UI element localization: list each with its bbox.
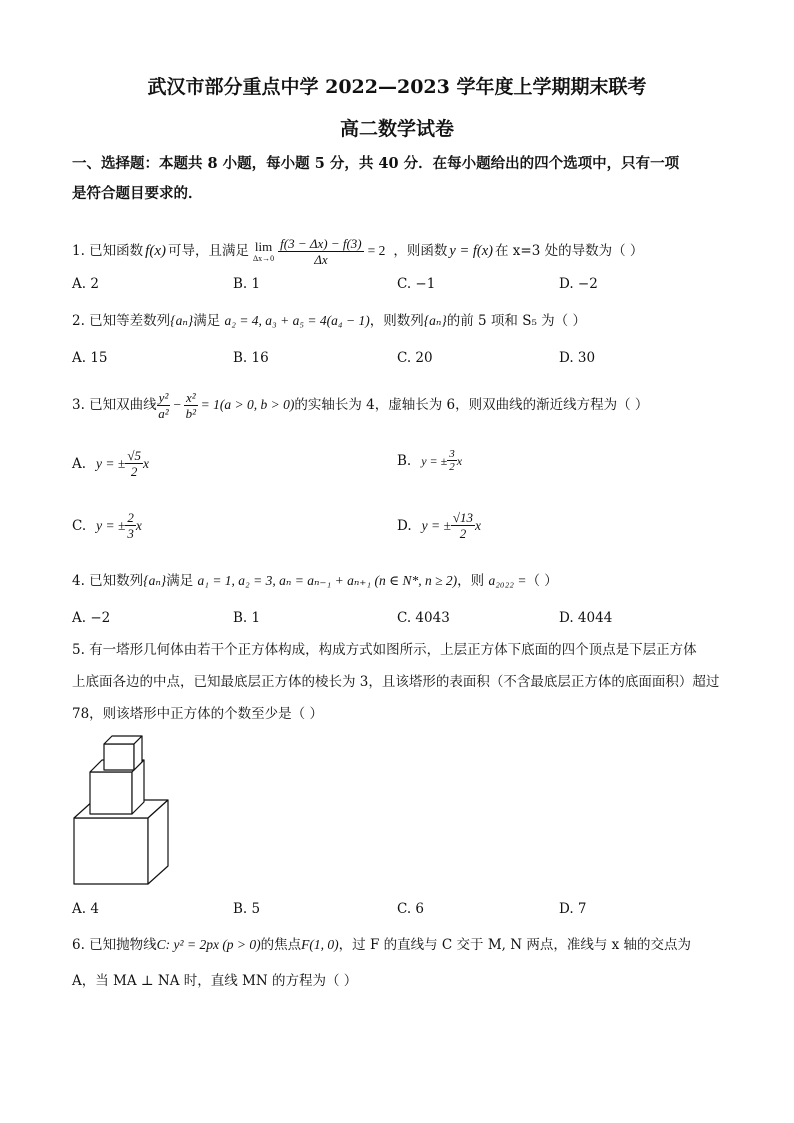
q5-option-a: A. 4 [72, 901, 99, 917]
q2-option-b: B. 16 [233, 350, 269, 366]
q5-option-d: D. 7 [559, 901, 587, 917]
q6-post: ，过 F 的直线与 C 交于 M, N 两点，准线与 x 轴的交点为 [338, 937, 692, 953]
q3-option-d [397, 510, 481, 541]
q3-option-a-num: √5 [127, 448, 141, 463]
question-5-line3: 78，则该塔形中正方体的个数至少是（ ） [72, 706, 323, 722]
q4-seq: {aₙ} [143, 573, 167, 588]
q3-option-c-frac [125, 510, 136, 541]
q3-option-a-label: A. [72, 455, 87, 472]
top-cube-front [104, 744, 134, 770]
q6-pre: 6. 已知抛物线 [72, 937, 157, 953]
q3-minus: − [173, 397, 181, 412]
q3-option-b-frac [447, 448, 457, 473]
exam-subtitle: 高二数学试卷 [339, 118, 454, 140]
q2-post: 的前 5 项和 S₅ 为（ ） [446, 313, 586, 329]
q1-limit [253, 240, 274, 263]
q4-post: （ ） [526, 573, 558, 589]
q4-option-d: D. 4044 [559, 610, 613, 626]
q3-option-a [72, 448, 149, 479]
q4-mid1: 满足 [166, 573, 194, 589]
exam-title: 武汉市部分重点中学 2022—2023 学年度上学期期末联考 [147, 76, 647, 98]
q3-option-c-num: 2 [127, 510, 134, 525]
q1-lim-word: lim [254, 238, 273, 254]
q3-cond: = 1(a > 0, b > 0) [200, 397, 295, 412]
q3-frac1-num: y² [158, 389, 169, 405]
q3-option-a-den: 2 [130, 464, 138, 479]
q6-math: C: y² = 2px (p > 0) [156, 937, 261, 952]
q1-eq: = 2 [367, 243, 386, 258]
q4-cond: a₁ = 1, a₂ = 3, aₙ = aₙ₋₁ + aₙ₊₁ (n ∈ N*, n ≥ 2) [197, 573, 458, 588]
q3-option-d-x: x [475, 517, 482, 533]
q3-frac2 [184, 390, 198, 421]
q1-post: 在 x=3 处的导数为（ ） [495, 243, 644, 259]
q3-option-d-frac [451, 510, 475, 541]
q4-pre: 4. 已知数列 [72, 573, 144, 589]
question-3 [72, 384, 648, 426]
q3-option-b-x: x [456, 453, 463, 468]
q2-pre: 2. 已知等差数列 [72, 313, 171, 329]
q3-option-d-num: √13 [452, 510, 474, 525]
q1-frac-num: f(3 − Δx) − f(3) [280, 235, 362, 251]
q3-option-b-num: 3 [449, 448, 455, 460]
q5-option-c: C. 6 [397, 901, 425, 917]
section-heading-line1: 一、选择题：本题共 8 小题，每小题 5 分，共 40 分．在每小题给出的四个选项中，只有一项 [72, 155, 680, 172]
q3-option-c-den: 3 [127, 526, 134, 541]
q5-option-b: B. 5 [233, 901, 261, 917]
q3-option-d-den: 2 [459, 526, 467, 541]
q3-option-d-pre: y = ± [421, 517, 451, 533]
q4-target: a₂₀₂₂ = [488, 573, 527, 588]
q3-option-c-x: x [135, 517, 142, 533]
q3-option-a-frac [125, 448, 143, 479]
q3-frac1 [157, 390, 171, 421]
q3-option-c-pre: y = ± [96, 517, 126, 533]
q1-yfunc: y = f(x) [449, 243, 493, 259]
section-heading-line2: 是符合题目要求的． [72, 185, 203, 202]
q1-mid2: ，则函数 [393, 243, 448, 259]
q4-option-a: A. −2 [72, 610, 111, 626]
q4-option-c: C. 4043 [397, 610, 450, 626]
question-2 [72, 312, 586, 330]
q3-option-b-den: 2 [449, 461, 455, 473]
q3-option-a-x: x [142, 455, 149, 471]
q1-option-c: C. −1 [397, 276, 436, 292]
q2-option-d: D. 30 [559, 350, 596, 366]
q2-seq: {aₙ} [170, 313, 194, 328]
q1-lim-sub: Δx→0 [253, 253, 275, 263]
q6-focus: F(1, 0) [301, 937, 339, 952]
question-5-line1: 5. 有一塔形几何体由若干个正方体构成，构成方式如图所示，上层正方体下底面的四个顶点是下层正方体 [72, 642, 697, 658]
bottom-cube-front [74, 818, 148, 884]
question-1 [72, 228, 643, 274]
q3-frac2-den: b² [185, 405, 196, 421]
q1-option-b: B. 1 [233, 276, 261, 292]
question-5-line2: 上底面各边的中点，已知最底层正方体的棱长为 3，且该塔形的表面积（不含最底层正方体的底面面积）超过 [72, 674, 720, 690]
q3-option-b-label: B. [397, 452, 412, 469]
q3-option-c-label: C. [72, 517, 87, 534]
q2-option-c: C. 20 [397, 350, 433, 366]
q2-mid2: ，则数列 [369, 313, 424, 329]
q3-frac2-num: x² [185, 389, 196, 405]
q4-mid2: ，则 [457, 573, 485, 589]
question-4 [72, 572, 558, 590]
q1-fraction [278, 236, 364, 267]
q3-frac1-den: a² [158, 405, 169, 421]
q3-post: 的实轴长为 4，虚轴长为 6，则双曲线的渐近线方程为（ ） [294, 397, 649, 413]
q6-mid: 的焦点 [260, 937, 302, 953]
q3-option-a-pre: y = ± [96, 455, 126, 471]
q3-option-d-label: D. [397, 517, 412, 534]
question-6-line2: A，当 MA ⊥ NA 时，直线 MN 的方程为（ ） [72, 973, 358, 989]
q3-option-b-pre: y = ± [421, 453, 448, 468]
q3-pre: 3. 已知双曲线 [72, 397, 157, 413]
q2-mid1: 满足 [193, 313, 221, 329]
q1-option-a: A. 2 [72, 276, 99, 292]
q2-cond: a₂ = 4, a₃ + a₅ = 4(a₄ − 1) [224, 313, 370, 328]
q3-option-c [72, 510, 142, 541]
question-6-line1 [72, 936, 691, 954]
tower-cubes-figure [68, 730, 178, 890]
q1-option-d: D. −2 [559, 276, 598, 292]
middle-cube-front [90, 772, 132, 814]
q1-func: f(x) [145, 243, 166, 259]
q2-option-a: A. 15 [72, 350, 108, 366]
q2-seq2: {aₙ} [423, 313, 447, 328]
q3-option-b [397, 448, 462, 473]
q1-frac-den: Δx [314, 251, 328, 267]
q4-option-b: B. 1 [233, 610, 261, 626]
q1-mid1: 可导，且满足 [168, 243, 249, 259]
q1-pre: 1. 已知函数 [72, 243, 144, 259]
